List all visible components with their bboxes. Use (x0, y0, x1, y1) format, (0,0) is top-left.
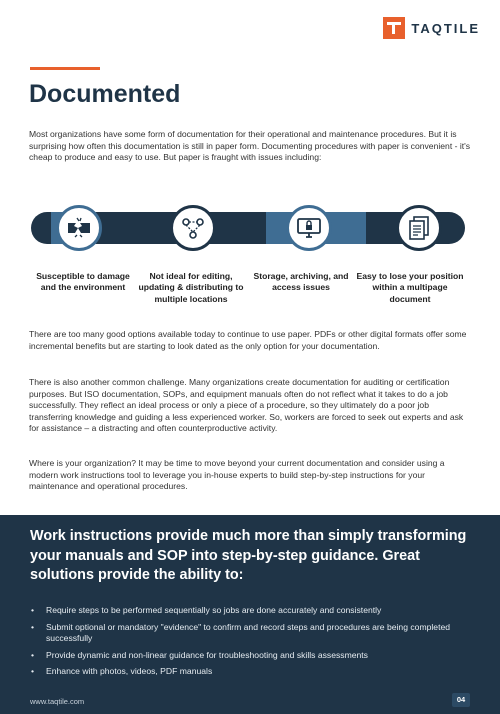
benefits-list (30, 605, 470, 683)
website-link[interactable]: www.taqtile.com (30, 697, 85, 706)
taqtile-logo-icon (383, 17, 405, 39)
issue-caption-4: Easy to lose your position within a multipage document (356, 271, 464, 304)
list-item: • Submit optional or mandatory "evidence" to confirm and record steps and procedures are being completed successfully (30, 622, 470, 645)
list-item: • Require steps to be performed sequentially so jobs are done accurately and consistently (30, 605, 470, 617)
title-accent-bar (30, 67, 100, 70)
broken-paper-icon (56, 205, 102, 251)
brand-name: TAQTILE (411, 20, 480, 36)
brand-logo (383, 17, 480, 39)
page-title: Documented (29, 80, 181, 108)
issue-caption-2: Not ideal for editing, updating & distributing to multiple locations (138, 271, 244, 304)
list-item: • Enhance with photos, videos, PDF manuals (30, 666, 470, 678)
network-pins-icon (170, 205, 216, 251)
issue-caption-3: Storage, archiving, and access issues (253, 271, 349, 293)
monitor-lock-icon (286, 205, 332, 251)
callout-heading: Work instructions provide much more than simply transforming your manuals and SOP into step-by-step guidance. Great solutions provide the ability to: (30, 528, 467, 583)
body-paragraph-2: There are too many good options available today to continue to use paper. PDFs or other digital formats offer some incremental benefits but are starting to look dated as the only option for your documentation. (29, 329, 467, 351)
issues-icon-band (31, 205, 465, 255)
issue-caption-1: Susceptible to damage and the environment (36, 271, 130, 293)
intro-paragraph: Most organizations have some form of documentation for their operational and maintenance procedures. But it is surprising how often this documentation is still in paper form. Documenting procedures with paper is convenient - it's cheap to produce and easy to use. But paper is fraught with issues including: (29, 129, 471, 163)
list-item: • Provide dynamic and non-linear guidance for troubleshooting and skills assessments (30, 650, 470, 662)
body-paragraph-4: Where is your organization? It may be time to move beyond your current documentation and consider using a modern work instructions tool to leverage you in-house experts to build step-by-step instructions for your maintenance and operational procedures. (29, 458, 445, 492)
footer-panel (0, 515, 500, 714)
document-stack-icon (396, 205, 442, 251)
page-number-badge: 04 (452, 693, 470, 707)
body-paragraph-3: There is also another common challenge. Many organizations create documentation for auditing or certification purposes. But ISO documentation, SOPs, and equipment manuals often do not reflect what it takes to do a job successfully. They reflect an ideal process or only a piece of a procedure, so they ultimately do a poor job transferring knowledge and guiding a less experienced worker. So, workers are forced to seek out experts and ask for assistance – a distracting and often counterproductive activity. (29, 377, 464, 434)
